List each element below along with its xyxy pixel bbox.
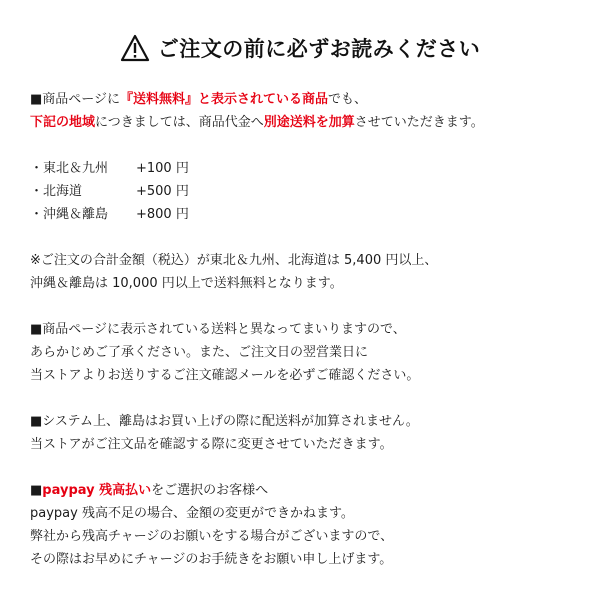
para3-line2: あらかじめご了承ください。また、ご注文日の翌営業日に	[30, 345, 369, 360]
para5-suffix: をご選択のお客様へ	[151, 483, 269, 498]
para5-prefix: ■	[30, 483, 43, 498]
para5-line3: 弊社から残高チャージのお願いをする場合がございますので、	[30, 529, 394, 544]
para4-line1: ■システム上、離島はお買い上げの際に配送料が加算されません。	[30, 414, 419, 429]
spacer	[30, 226, 585, 249]
free-shipping-highlight: 『送料無料』と表示されている商品	[120, 92, 329, 107]
region-name: ・東北＆九州	[30, 161, 109, 176]
region-row	[30, 180, 585, 203]
region-fee: +100 円	[136, 161, 189, 176]
para1-end: させていただきます。	[354, 115, 484, 130]
para5-line1	[30, 479, 585, 502]
para1-line1	[30, 88, 585, 111]
para1-line2	[30, 111, 585, 134]
region-fee: +800 円	[136, 207, 189, 222]
region-name: ・北海道	[30, 184, 83, 199]
spacer	[30, 134, 585, 157]
regions-highlight: 下記の地域	[30, 115, 96, 130]
para5-line4: その際はお早めにチャージのお手続きをお願い申し上げます。	[30, 552, 393, 567]
para4-line2: 当ストアがご注文品を確認する際に変更させていただきます。	[30, 437, 393, 452]
warning-triangle-icon	[120, 34, 150, 62]
para1-mid: につきましては、商品代金へ	[95, 115, 264, 130]
spacer	[30, 387, 585, 410]
notice-header	[0, 28, 600, 68]
para3-line3: 当ストアよりお送りするご注文確認メールを必ずご確認ください。	[30, 368, 420, 383]
para2-line1: ※ご注文の合計金額（税込）が東北＆九州、北海道は 5,400 円以上、	[30, 253, 438, 268]
para5-line2: paypay 残高不足の場合、金額の変更ができかねます。	[30, 506, 354, 521]
spacer	[30, 456, 585, 479]
para3-line1: ■商品ページに表示されている送料と異なってまいりますので、	[30, 322, 406, 337]
para1-suffix: でも、	[328, 92, 368, 107]
notice-body	[30, 88, 585, 571]
spacer	[30, 295, 585, 318]
region-name: ・沖縄＆離島	[30, 207, 109, 222]
extra-fee-highlight: 別途送料を加算	[263, 115, 355, 130]
para1-prefix: ■商品ページに	[30, 92, 121, 107]
region-row	[30, 203, 585, 226]
region-fee: +500 円	[136, 184, 189, 199]
page-title: ご注文の前に必ずお読みください	[157, 37, 481, 61]
para2-line2: 沖縄＆離島は 10,000 円以上で送料無料となります。	[30, 276, 343, 291]
paypay-highlight: paypay 残高払い	[42, 483, 152, 498]
region-row	[30, 157, 585, 180]
